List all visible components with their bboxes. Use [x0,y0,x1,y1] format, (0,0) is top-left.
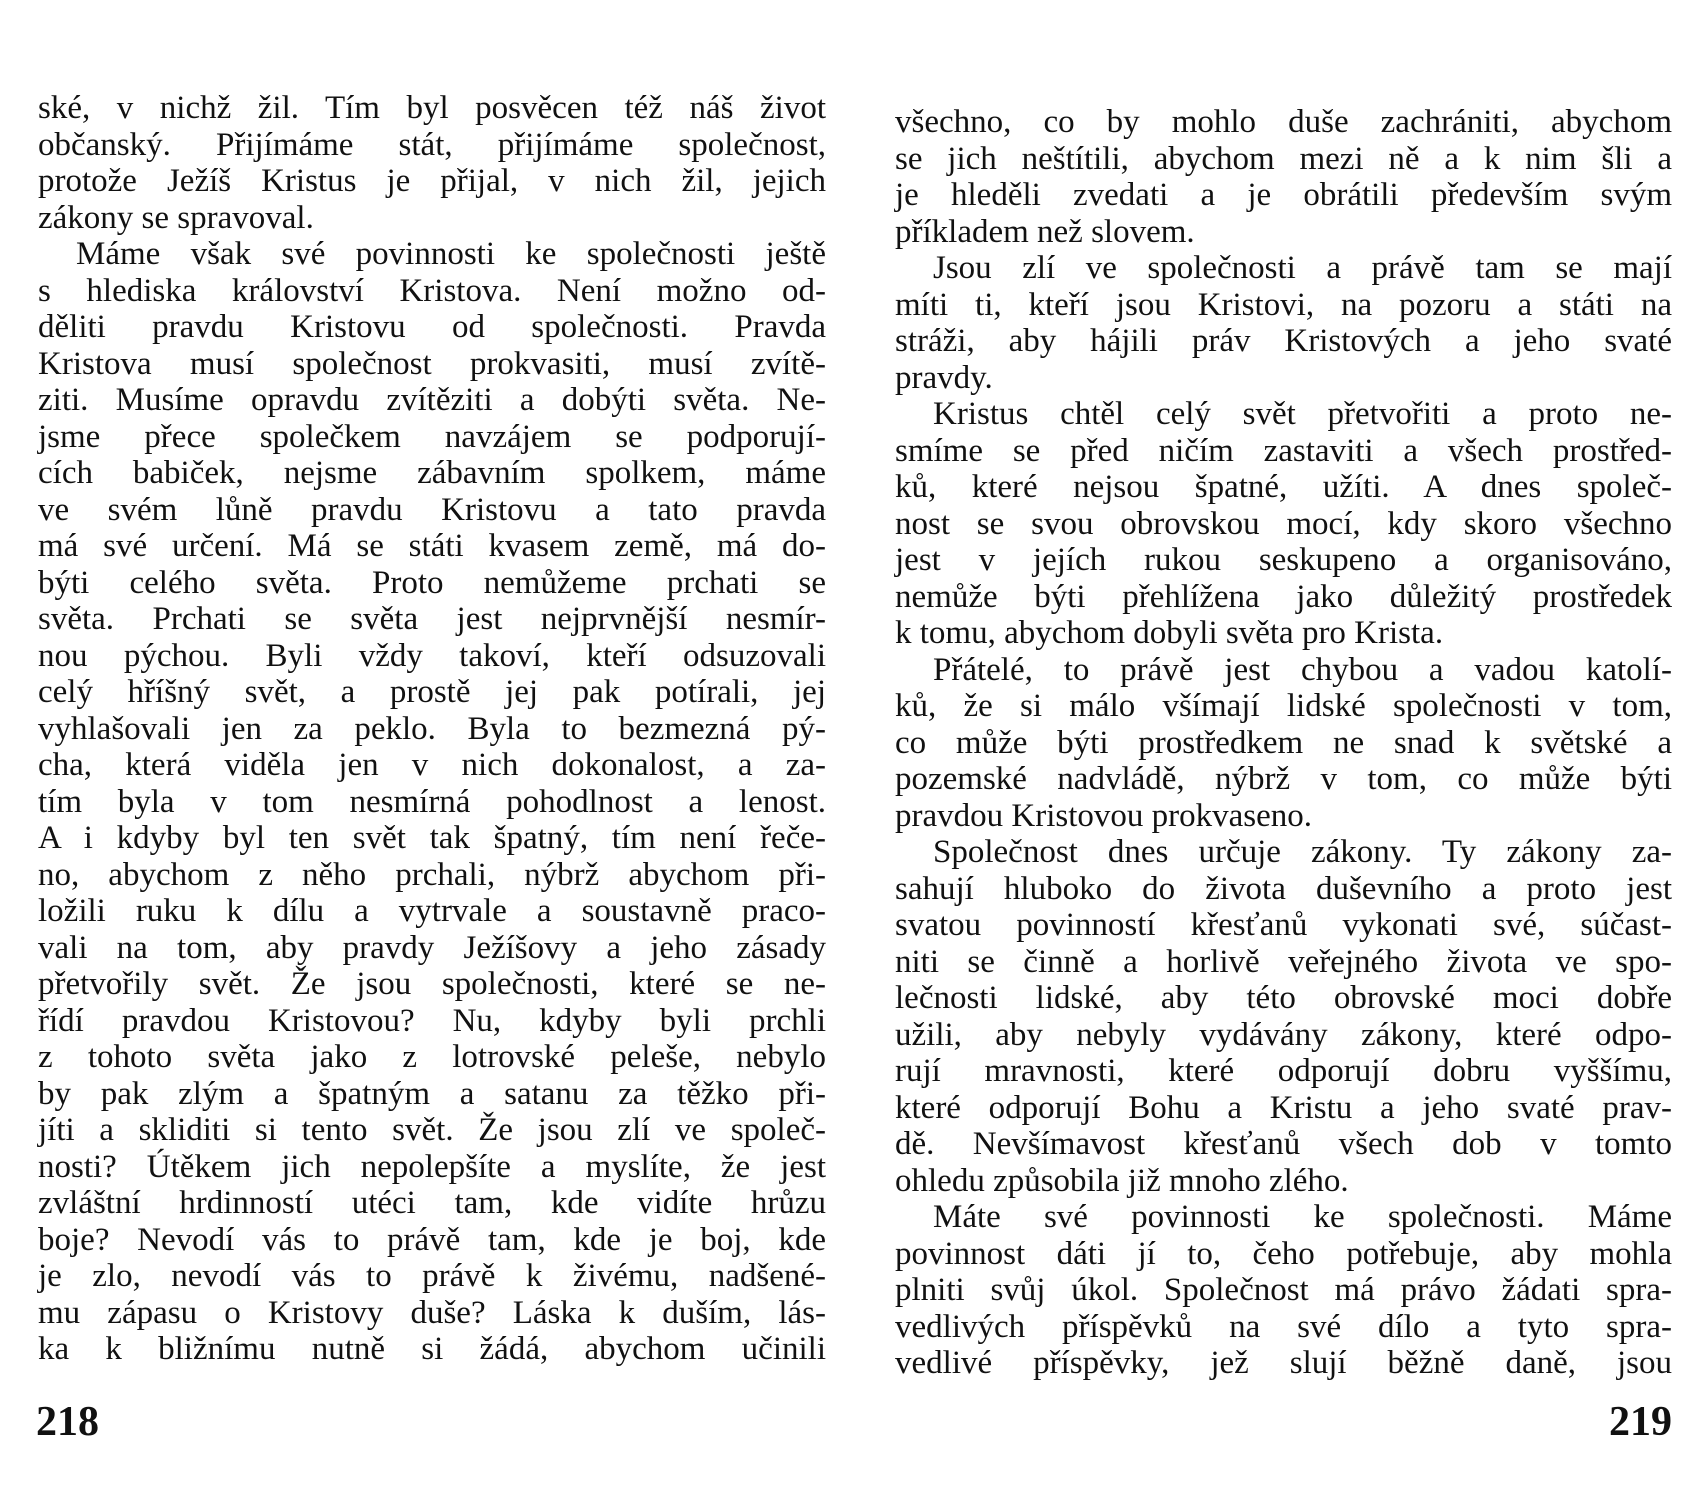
text-line: no, abychom z něho prchali, nýbrž abychom při- [38,856,826,893]
text-line: vyhlašovali jen za peklo. Byla to bezmezná pý- [38,710,826,747]
text-line: děliti pravdu Kristovu od společnosti. Pravda [38,309,826,345]
text-line: ohledu způsobila již mnoho zlého. [895,1162,1349,1199]
text-line: je hleděli zvedati a je obrátili především svým [895,177,1672,213]
text-line: Společnost dnes určuje zákony. Ty zákony za- [933,834,1672,870]
text-line: povinnost dáti jí to, čeho potřebuje, aby mohla [895,1235,1672,1272]
text-line: mu zápasu o Kristovy duše? Láska k duším, lás- [38,1294,826,1331]
right-page-text [895,104,1672,1382]
text-line: A i kdyby byl ten svět tak špatný, tím není řeče- [38,820,826,856]
text-line: lečnosti lidské, aby této obrovské moci dobře [895,980,1672,1016]
text-line: všechno, co by mohlo duše zachrániti, abychom [895,104,1672,140]
text-line: svatou povinností křesťanů vykonati své, súčast- [895,907,1672,943]
text-line: dě. Nevšímavost křesťanů všech dob v tomto [895,1126,1672,1162]
text-line: nou pýchou. Byli vždy takoví, kteří odsuzovali [38,637,826,674]
text-line: vali na tom, aby pravdy Ježíšovy a jeho zásady [38,929,826,966]
text-line: by pak zlým a špatným a satanu za těžko při- [38,1075,826,1112]
text-line: co může býti prostředkem ne snad k světské a [895,724,1672,761]
text-line: ve svém lůně pravdu Kristovu a tato pravda [38,491,826,528]
text-line: ziti. Musíme opravdu zvítěziti a dobýti světa. Ne- [38,382,826,418]
text-line: s hlediska království Kristova. Není možno od- [38,272,826,309]
text-line: jíti a skliditi si tento svět. Že jsou zlí ve společ- [38,1112,826,1148]
text-line: jsme přece společkem navzájem se podporují- [38,418,826,455]
text-line: je zlo, nevodí vás to právě k živému, nadšené- [38,1258,826,1294]
text-line: ků, že si málo všímají lidské společnosti v tom, [895,688,1672,724]
text-line: boje? Nevodí vás to právě tam, kde je boj, kde [38,1221,826,1258]
text-line: Kristus chtěl celý svět přetvořiti a proto ne- [933,396,1672,432]
text-line: cha, která viděla jen v nich dokonalost, a za- [38,747,826,783]
text-line: Máme však své povinnosti ke společnosti ještě [76,236,826,272]
text-line: řídí pravdou Kristovou? Nu, kdyby byli prchli [38,1002,826,1039]
page-number-left: 218 [36,1399,99,1445]
text-line: Máte své povinnosti ke společnosti. Máme [933,1199,1672,1235]
text-line: plniti svůj úkol. Společnost má právo žádati spra- [895,1272,1672,1308]
text-line: z tohoto světa jako z lotrovské peleše, nebylo [38,1039,826,1075]
text-line: niti se činně a horlivě veřejného života ve spo- [895,943,1672,980]
text-line: ské, v nichž žil. Tím byl posvěcen též náš život [38,90,826,126]
text-line: Jsou zlí ve společnosti a právě tam se mají [933,250,1672,286]
text-line: rují mravnosti, které odporují dobru vyššímu, [895,1053,1672,1089]
text-line: býti celého světa. Proto nemůžeme prchati se [38,564,826,601]
text-line: sahují hluboko do života duševního a proto jest [895,870,1672,907]
text-line: které odporují Bohu a Kristu a jeho svaté prav- [895,1089,1672,1126]
text-line: zvláštní hrdinností utéci tam, kde vidíte hrůzu [38,1185,826,1221]
text-line: vedlivých příspěvků na své dílo a tyto spra- [895,1308,1672,1345]
text-line: celý hříšný svět, a prostě jej pak potírali, jej [38,674,826,710]
text-line: užili, aby nebyly vydávány zákony, které odpo- [895,1016,1672,1053]
text-line: pravdy. [895,359,993,396]
text-line: protože Ježíš Kristus je přijal, v nich žil, jejich [38,163,826,199]
text-line: se jich neštítili, abychom mezi ně a k nim šli a [895,140,1672,177]
text-line: vedlivé příspěvky, jež slují běžně daně, jsou [895,1345,1672,1381]
text-line: ložili ruku k dílu a vytrvale a soustavně praco- [38,893,826,929]
text-line: nemůže býti přehlížena jako důležitý prostředek [895,578,1672,615]
text-line: přetvořily svět. Že jsou společnosti, které se ne- [38,966,826,1002]
text-line: zákony se spravoval. [38,199,314,236]
text-line: ka k bližnímu nutně si žádá, abychom učinili [38,1331,826,1367]
text-line: ků, které nejsou špatné, užíti. A dnes společ- [895,469,1672,505]
text-line: nost se svou obrovskou mocí, kdy skoro všechno [895,505,1672,542]
text-line: stráži, aby hájili práv Kristových a jeho svaté [895,323,1672,359]
text-line: nosti? Útěkem jich nepolepšíte a myslíte, že jest [38,1148,826,1185]
text-line: smíme se před ničím zastaviti a všech prostřed- [895,432,1672,469]
left-page-text [38,90,826,1368]
text-line: světa. Prchati se světa jest nejprvnější nesmír- [38,601,826,637]
text-line: k tomu, abychom dobyli světa pro Krista. [895,615,1444,651]
text-line: tím byla v tom nesmírná pohodlnost a lenost. [38,783,826,820]
text-line: má své určení. Má se státi kvasem země, má do- [38,528,826,564]
text-line: míti ti, kteří jsou Kristovi, na pozoru a státi na [895,286,1672,323]
text-line: příkladem než slovem. [895,213,1195,250]
text-line: Kristova musí společnost prokvasiti, musí zvítě- [38,345,826,382]
text-line: Přátelé, to právě jest chybou a vadou katolí- [933,651,1672,688]
text-line: pozemské nadvládě, nýbrž v tom, co může býti [895,761,1672,797]
text-line: cích babiček, nejsme zábavním spolkem, máme [38,455,826,491]
page-number-right: 219 [1609,1399,1672,1445]
text-line: občanský. Přijímáme stát, přijímáme společnost, [38,126,826,163]
text-line: pravdou Kristovou prokvaseno. [895,797,1313,834]
text-line: jest v jejích rukou seskupeno a organisováno, [895,542,1672,578]
